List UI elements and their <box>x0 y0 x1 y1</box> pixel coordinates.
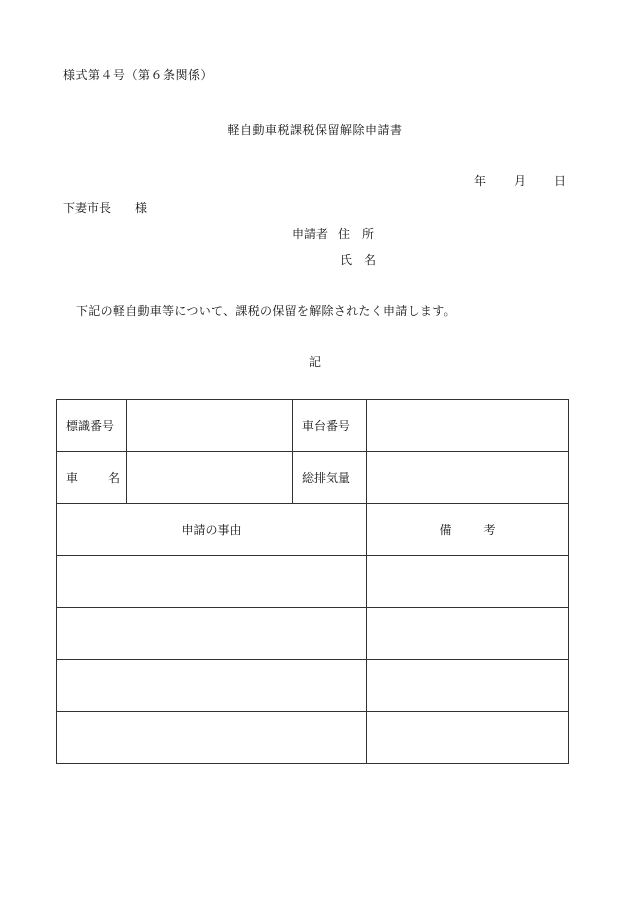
plate-number-label: 標識番号 <box>57 400 127 452</box>
addressee-honorific: 様 <box>135 201 148 215</box>
applicant-label: 申請者 <box>292 227 329 241</box>
reason-header: 申請の事由 <box>57 504 367 556</box>
reason-field-4[interactable] <box>57 712 367 764</box>
table-row <box>57 504 569 556</box>
ki-heading: 記 <box>308 355 321 369</box>
table-row <box>57 712 569 764</box>
applicant-address-label: 住 所 <box>338 227 375 241</box>
addressee-mayor: 下妻市長 <box>63 201 112 215</box>
table-row <box>57 556 569 608</box>
request-statement: 下記の軽自動車等について、課税の保留を解除されたく申請します。 <box>76 304 456 318</box>
date-line <box>474 172 566 189</box>
displacement-label: 総排気量 <box>293 452 367 504</box>
vehicle-name-label-1: 車 <box>66 471 79 485</box>
chassis-number-label: 車台番号 <box>293 400 367 452</box>
table-row <box>57 400 569 452</box>
applicant-name-label-2: 名 <box>364 253 377 267</box>
remarks-header-1: 備 <box>439 523 452 537</box>
document-title: 軽自動車税課税保留解除申請書 <box>227 123 403 137</box>
table-row <box>57 660 569 712</box>
form-number: 様式第４号（第６条関係） <box>63 68 214 82</box>
reason-field-3[interactable] <box>57 660 367 712</box>
table-row <box>57 608 569 660</box>
reason-field-2[interactable] <box>57 608 367 660</box>
vehicle-name-label <box>57 452 127 504</box>
plate-number-field[interactable] <box>127 400 293 452</box>
applicant-name-line <box>340 251 376 268</box>
applicant-address-line <box>292 225 374 242</box>
date-month-label: 月 <box>513 174 526 188</box>
remarks-field-4[interactable] <box>367 712 569 764</box>
remarks-header <box>367 504 569 556</box>
remarks-field-1[interactable] <box>367 556 569 608</box>
remarks-header-2: 考 <box>483 523 496 537</box>
table-row <box>57 452 569 504</box>
reason-field-1[interactable] <box>57 556 367 608</box>
remarks-field-2[interactable] <box>367 608 569 660</box>
applicant-name-label-1: 氏 <box>340 253 353 267</box>
vehicle-name-label-2: 名 <box>108 471 121 485</box>
date-year-label: 年 <box>473 174 486 188</box>
date-day-label: 日 <box>553 174 566 188</box>
vehicle-info-table <box>56 399 569 764</box>
remarks-field-3[interactable] <box>367 660 569 712</box>
vehicle-name-field[interactable] <box>127 452 293 504</box>
displacement-field[interactable] <box>367 452 569 504</box>
addressee-line <box>63 199 147 216</box>
chassis-number-field[interactable] <box>367 400 569 452</box>
